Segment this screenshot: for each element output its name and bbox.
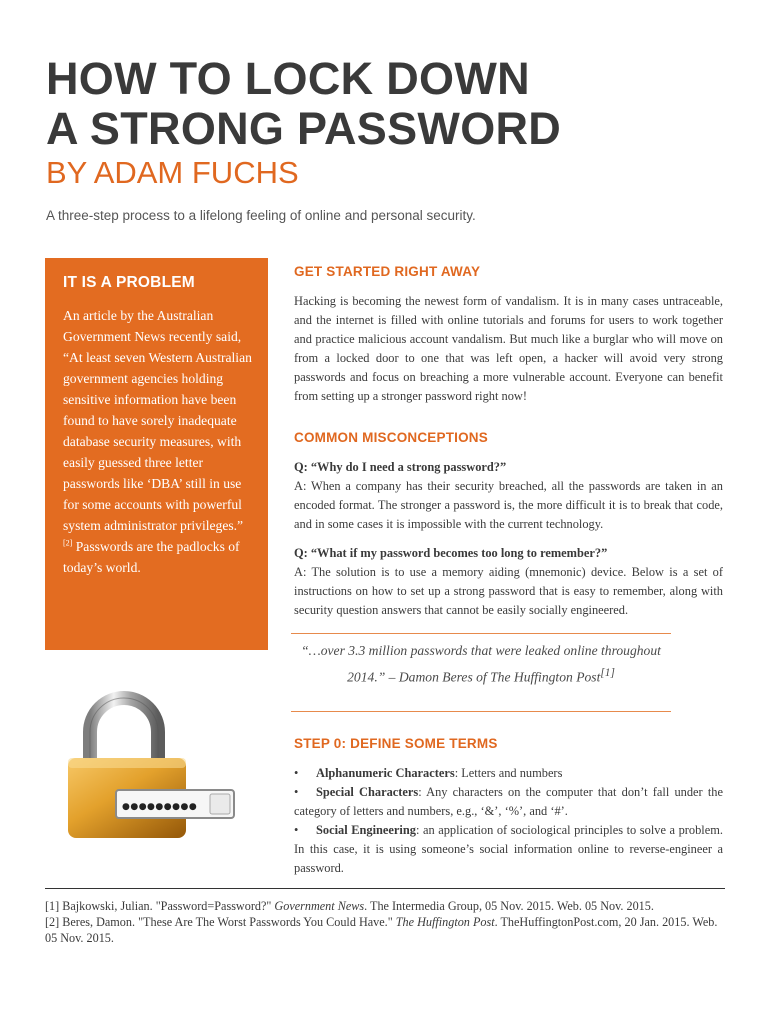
- title-line-2: A STRONG PASSWORD: [46, 103, 562, 154]
- sidebar-closing: Passwords are the padlocks of today’s world.: [63, 539, 240, 575]
- bullet-icon: •: [294, 823, 299, 837]
- section-body-get-started: Hacking is becoming the newest form of vandalism. It is in many cases untraceable, and the internet is filled with online tutorials and forums for users to work together and practice malicious account vandalism. But much like a burglar who will move on from a locked door to one that was left open, a hacker will avoid very strong passwords and focus on breaching a more vulnerable account. Everyone can benefit from setting up a stronger password right now!: [294, 294, 723, 403]
- footnote-2-text: [2] Beres, Damon. "These Are The Worst Passwords You Could Have.": [45, 915, 396, 929]
- footnote-1-publication: Government News: [274, 899, 365, 913]
- lock-password-field: ●●●●●●●●●: [122, 802, 198, 812]
- quote-reference[interactable]: [1]: [600, 667, 615, 679]
- qa-item-2: [294, 544, 723, 620]
- footnote-2-publication: The Huffington Post: [395, 915, 495, 929]
- term-name: Alphanumeric Characters: [316, 766, 455, 780]
- answer-2: A: The solution is to use a memory aiding (mnemonic) device. Below is a set of instructions on how to set up a strong password that is easy to remember, along with security question answers that cannot be easily socially engineered.: [294, 565, 723, 617]
- bullet-icon: •: [294, 766, 299, 780]
- sidebar-reference[interactable]: [2]: [63, 538, 73, 548]
- footnote-1: [45, 898, 725, 914]
- section-heading-step0: STEP 0: DEFINE SOME TERMS: [294, 736, 498, 751]
- qa-item-1: [294, 458, 723, 534]
- footnote-1-details: . The Intermedia Group, 05 Nov. 2015. Web. 05 Nov. 2015.: [364, 899, 654, 913]
- term-name: Special Characters: [316, 785, 419, 799]
- bullet-icon: •: [294, 785, 299, 799]
- section-heading-misconceptions: COMMON MISCONCEPTIONS: [294, 430, 488, 445]
- terms-list: [294, 764, 723, 878]
- pull-quote: [291, 633, 671, 712]
- quote-text: “…over 3.3 million passwords that were leaked online throughout 2014.” – Damon Beres of The Huffington Post: [301, 643, 661, 685]
- footnote-2: [45, 914, 725, 946]
- title-line-1: HOW TO LOCK DOWN: [46, 53, 530, 104]
- tagline: A three-step process to a lifelong feeling of online and personal security.: [46, 208, 476, 223]
- footnote-2-details: . TheHuffingtonPost.com, 20 Jan. 2015. Web. 05 Nov. 2015.: [45, 915, 718, 945]
- sidebar-body: [63, 305, 254, 578]
- term-definition: : an application of sociological principles to solve a problem. In this case, it is using someone’s social information online to reverse-engineer a password.: [294, 823, 723, 875]
- list-item: [294, 821, 723, 878]
- sidebar-heading: IT IS A PROBLEM: [63, 274, 195, 291]
- page-title: [46, 54, 746, 154]
- footnotes: [45, 888, 725, 946]
- answer-1: A: When a company has their security breached, all the passwords are taken in an encoded format. The stronger a password is, the more difficult it is to break that code, and in some cases it is impossible with the current technology.: [294, 479, 723, 531]
- problem-sidebar: [45, 258, 268, 650]
- padlock-icon: [60, 690, 240, 840]
- list-item: [294, 764, 723, 783]
- term-name: Social Engineering: [316, 823, 416, 837]
- question-1: Q: “Why do I need a strong password?”: [294, 460, 507, 474]
- section-heading-get-started: GET STARTED RIGHT AWAY: [294, 264, 481, 279]
- list-item: [294, 783, 723, 821]
- author-byline: BY ADAM FUCHS: [46, 155, 299, 190]
- question-2: Q: “What if my password becomes too long to remember?”: [294, 546, 608, 560]
- footnote-1-text: [1] Bajkowski, Julian. "Password=Password?": [45, 899, 275, 913]
- sidebar-text: An article by the Australian Government News recently said, “At least seven Western Australian government agencies holding sensitive information have been found to have sorely inadequate database security measures, with easily guessed three letter passwords like ‘DBA’ still in use for some accounts with powerful system administrator privileges.”: [63, 308, 252, 533]
- term-definition: : Letters and numbers: [454, 766, 563, 780]
- term-definition: : Any characters on the computer that don’t fall under the category of letters and numbers, e.g., ‘&’, ‘%’, and ‘#’.: [294, 785, 723, 818]
